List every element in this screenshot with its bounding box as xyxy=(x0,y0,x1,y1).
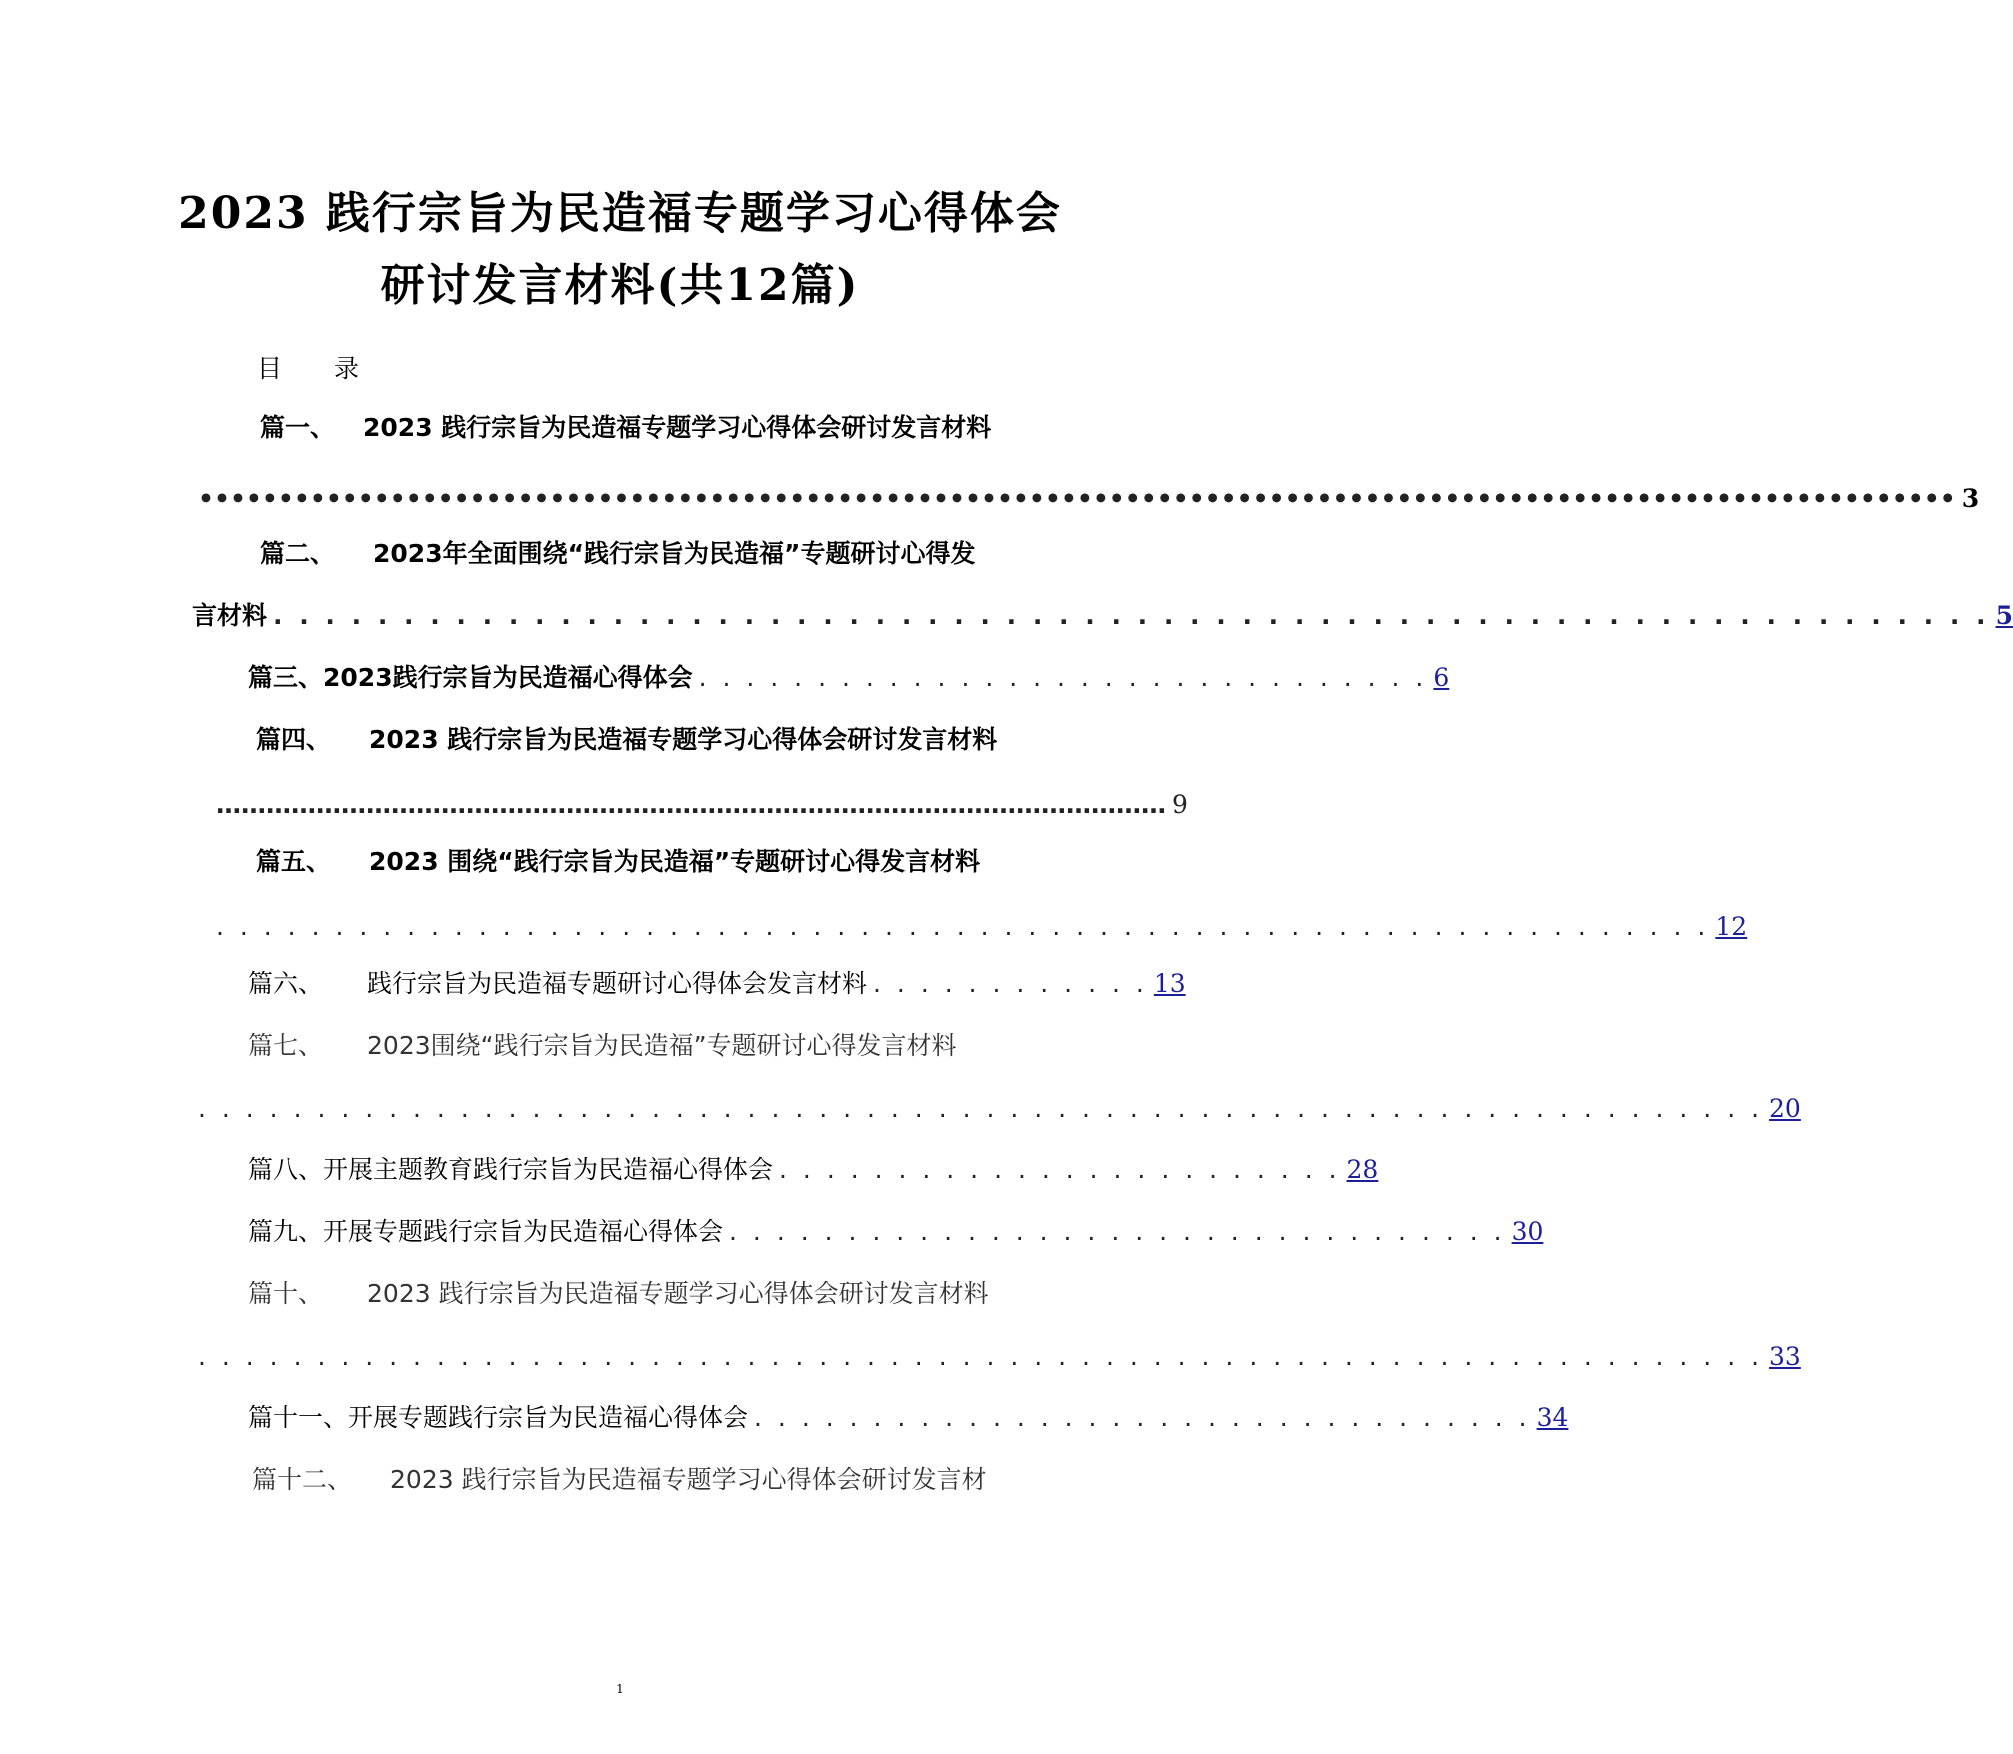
toc-page-link[interactable]: 6 xyxy=(1433,663,1450,692)
document-title-line-2: 研讨发言材料(共12篇) xyxy=(380,260,860,311)
toc-page-link[interactable]: 30 xyxy=(1511,1217,1544,1246)
toc-entry-6[interactable] xyxy=(248,964,1186,1000)
toc-entry-label: 篇七、 xyxy=(248,1031,324,1060)
dot-leader: . . . . . . . . . . . . xyxy=(873,969,1148,998)
toc-entry-label: 篇六、 xyxy=(248,969,324,998)
toc-entry-text: 2023 围绕“践行宗旨为民造福”专题研讨心得发言材料 xyxy=(369,847,981,876)
dot-leader: . . . . . . . . . . . . . . . . . . . . . . . . xyxy=(779,1155,1341,1184)
toc-entry-1[interactable] xyxy=(260,408,991,444)
dot-leader: . . . . . . . . . . . . . . . . . . . . . . . . . . . . . . . . . . . . . . . . . . . . . . . . . . . . . . . . . . . . . . . . . . xyxy=(273,601,1990,630)
toc-entry-text: 2023 践行宗旨为民造福专题学习心得体会研讨发言材料 xyxy=(363,413,992,442)
toc-entry-label: 篇四、 xyxy=(256,725,332,754)
toc-entry-12[interactable] xyxy=(252,1460,987,1496)
dot-leader: …………………………………………………………………………………………………… xyxy=(216,790,1166,819)
toc-entry-text: 开展专题践行宗旨为民造福心得体会 xyxy=(348,1403,749,1432)
toc-entry-text: 践行宗旨为民造福专题研讨心得体会发言材料 xyxy=(367,969,868,998)
toc-page-link[interactable]: 33 xyxy=(1769,1342,1801,1371)
toc-page-link[interactable]: 5 xyxy=(1995,601,2013,630)
toc-entry-11[interactable] xyxy=(248,1398,1569,1434)
dot-leader: . . . . . . . . . . . . . . . . . . . . . . . . . . . . . . . . . . . . . . . . . . . . . . . . . . . . . . . . . . . . . . . xyxy=(216,912,1710,941)
toc-entry-7-leader[interactable] xyxy=(192,1094,1801,1123)
toc-entry-4-leader[interactable] xyxy=(210,790,1188,819)
toc-entry-label: 篇五、 xyxy=(256,847,332,876)
dot-leader: . . . . . . . . . . . . . . . . . . . . . . . . . . . . . . . . . . . . . . . . . . . . . . . . . . . . . . . . . . . . . . . . . . xyxy=(198,1342,1764,1371)
page-number-footer: 1 xyxy=(616,1682,624,1696)
toc-entry-8[interactable] xyxy=(248,1150,1379,1186)
toc-entry-10-leader[interactable] xyxy=(192,1342,1801,1371)
toc-entry-2[interactable] xyxy=(260,534,975,570)
toc-entry-text: 2023 践行宗旨为民造福专题学习心得体会研讨发言材料 xyxy=(369,725,998,754)
toc-entry-2-continuation[interactable] xyxy=(192,596,2013,632)
toc-entry-5[interactable] xyxy=(256,842,980,878)
toc-entry-4[interactable] xyxy=(256,720,997,756)
dot-leader: . . . . . . . . . . . . . . . . . . . . . . . . . . . . . . . . . xyxy=(729,1217,1506,1246)
toc-entry-label: 篇二、 xyxy=(260,539,336,568)
toc-entry-label: 篇十、 xyxy=(248,1279,324,1308)
toc-entry-text: 2023年全面围绕“践行宗旨为民造福”专题研讨心得发 xyxy=(373,539,976,568)
toc-page-link[interactable]: 13 xyxy=(1153,969,1186,998)
toc-entry-text: 开展专题践行宗旨为民造福心得体会 xyxy=(323,1217,724,1246)
toc-page-link[interactable]: 20 xyxy=(1769,1094,1801,1123)
toc-entry-text: 2023围绕“践行宗旨为民造福”专题研讨心得发言材料 xyxy=(367,1031,957,1060)
dot-leader: . . . . . . . . . . . . . . . . . . . . . . . . . . . . . . . xyxy=(698,663,1428,692)
toc-entry-text: 2023 践行宗旨为民造福专题学习心得体会研讨发言材料 xyxy=(367,1279,989,1308)
toc-entry-5-leader[interactable] xyxy=(210,912,1748,941)
toc-entry-text: 2023践行宗旨为民造福心得体会 xyxy=(323,663,693,692)
dot-leader: . . . . . . . . . . . . . . . . . . . . . . . . . . . . . . . . . xyxy=(754,1403,1531,1432)
dot-leader: •••••••••••••••••••••••••••••••••••••••••••••••••••••••••••••••••••••••••••••••••••••••••••••••••••••••••••••• xyxy=(198,484,1956,513)
document-title-line-1: 2023 践行宗旨为民造福专题学习心得体会 xyxy=(178,188,1062,239)
toc-entry-7[interactable] xyxy=(248,1026,957,1062)
toc-page-number: 3 xyxy=(1961,484,1980,513)
toc-entry-1-leader[interactable] xyxy=(192,484,1980,513)
toc-page-link[interactable]: 28 xyxy=(1346,1155,1379,1184)
toc-page-link[interactable]: 12 xyxy=(1715,912,1748,941)
toc-entry-label: 篇九、 xyxy=(248,1217,324,1246)
toc-entry-label: 篇八、 xyxy=(248,1155,324,1184)
toc-entry-9[interactable] xyxy=(248,1212,1544,1248)
toc-entry-label: 篇三、 xyxy=(248,663,324,692)
toc-heading: 目 录 xyxy=(257,354,381,383)
toc-entry-label: 篇十二、 xyxy=(252,1465,353,1494)
toc-page-number: 9 xyxy=(1172,790,1188,819)
toc-entry-text: 2023 践行宗旨为民造福专题学习心得体会研讨发言材 xyxy=(390,1465,987,1494)
toc-entry-text: 开展主题教育践行宗旨为民造福心得体会 xyxy=(323,1155,774,1184)
toc-entry-label: 篇一、 xyxy=(260,413,336,442)
toc-entry-label: 篇十一、 xyxy=(248,1403,349,1432)
toc-entry-3[interactable] xyxy=(248,658,1450,694)
dot-leader: . . . . . . . . . . . . . . . . . . . . . . . . . . . . . . . . . . . . . . . . . . . . . . . . . . . . . . . . . . . . . . . . . . xyxy=(198,1094,1764,1123)
toc-page-link[interactable]: 34 xyxy=(1536,1403,1569,1432)
toc-entry-text-cont: 言材料 xyxy=(192,601,268,630)
toc-entry-10[interactable] xyxy=(248,1274,989,1310)
